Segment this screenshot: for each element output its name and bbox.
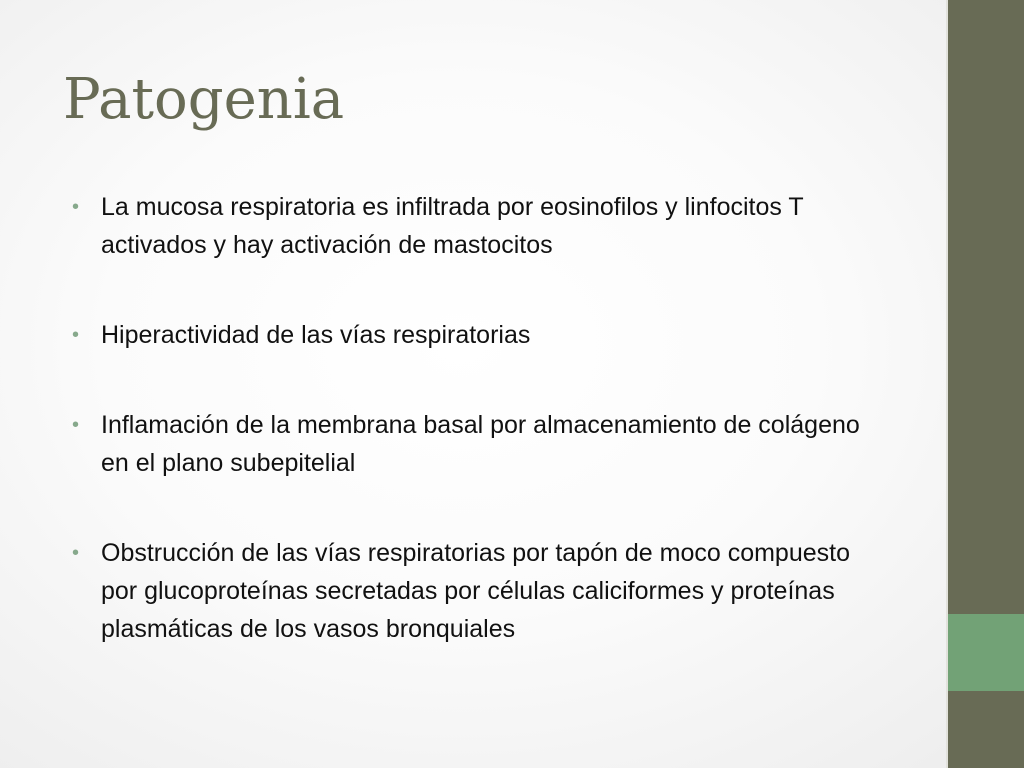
bullet-item-1 bbox=[72, 188, 892, 264]
bullet-item-3 bbox=[72, 406, 892, 482]
bullet-dot-icon: • bbox=[72, 196, 80, 218]
bullet-dot-icon: • bbox=[72, 414, 80, 436]
bullet-text-1: La mucosa respiratoria es infiltrada por eosinofilos y linfocitos T activados y hay activación de mastocitos bbox=[101, 193, 804, 259]
bullet-dot-icon: • bbox=[72, 324, 80, 346]
bullet-item-4 bbox=[72, 534, 892, 648]
bullet-dot-icon: • bbox=[72, 542, 80, 564]
bullet-item-2 bbox=[72, 316, 892, 354]
side-accent-block bbox=[948, 614, 1024, 691]
slide-title: Patogenia bbox=[63, 67, 345, 132]
bullet-list bbox=[72, 188, 892, 648]
bullet-text-2: Hiperactividad de las vías respiratorias bbox=[101, 321, 531, 349]
bullet-text-3: Inflamación de la membrana basal por almacenamiento de colágeno en el plano subepitelial bbox=[101, 411, 860, 477]
bullet-text-4: Obstrucción de las vías respiratorias por tapón de moco compuesto por glucoproteínas secretadas por células caliciformes y proteínas plasmáticas de los vasos bronquiales bbox=[101, 539, 850, 643]
